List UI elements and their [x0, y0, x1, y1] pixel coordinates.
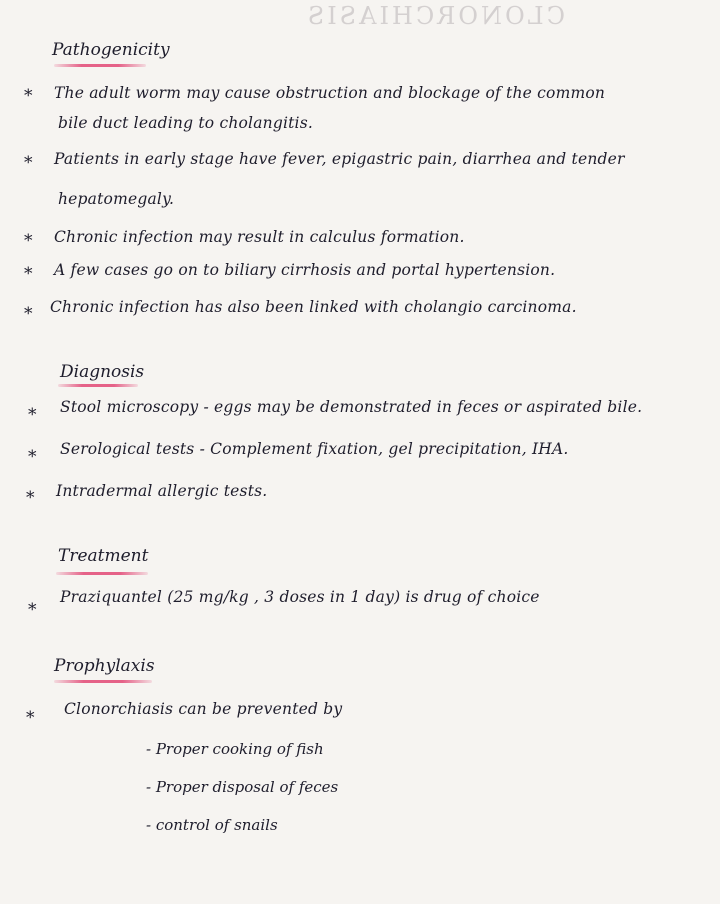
- bullet-star-icon: *: [24, 304, 33, 324]
- heading-underline: [54, 64, 146, 67]
- bullet-star-icon: *: [28, 447, 37, 467]
- bullet-star-icon: *: [24, 264, 33, 284]
- prophylaxis-intro: Clonorchiasis can be prevented by: [64, 700, 343, 718]
- page-header-bleed-through: CLONORCHIASIS: [304, 2, 565, 30]
- prophylaxis-item-3: - control of snails: [146, 816, 278, 834]
- heading-prophylaxis: Prophylaxis: [54, 656, 155, 676]
- prophylaxis-item-2: - Proper disposal of feces: [146, 778, 339, 796]
- heading-underline: [54, 680, 152, 683]
- bullet-star-icon: *: [28, 600, 37, 620]
- pathogenicity-point-1-line-1: The adult worm may cause obstruction and blockage of the common: [54, 84, 606, 102]
- bullet-star-icon: *: [24, 153, 33, 173]
- pathogenicity-point-2-line-2: hepatomegaly.: [58, 190, 175, 208]
- treatment-point-1: Praziquantel (25 mg/kg , 3 doses in 1 day) is drug of choice: [60, 588, 540, 606]
- diagnosis-point-3: Intradermal allergic tests.: [56, 482, 268, 500]
- bullet-star-icon: *: [28, 405, 37, 425]
- pathogenicity-point-1-line-2: bile duct leading to cholangitis.: [58, 114, 313, 132]
- heading-underline: [56, 572, 148, 575]
- bullet-star-icon: *: [24, 231, 33, 251]
- pathogenicity-point-5: Chronic infection has also been linked with cholangio carcinoma.: [50, 298, 577, 316]
- pathogenicity-point-4: A few cases go on to biliary cirrhosis and portal hypertension.: [54, 261, 556, 279]
- prophylaxis-item-1: - Proper cooking of fish: [146, 740, 324, 758]
- heading-diagnosis: Diagnosis: [60, 362, 145, 382]
- bullet-star-icon: *: [26, 488, 35, 508]
- pathogenicity-point-2-line-1: Patients in early stage have fever, epigastric pain, diarrhea and tender: [54, 150, 625, 168]
- bullet-star-icon: *: [26, 708, 35, 728]
- heading-underline: [58, 384, 138, 387]
- heading-pathogenicity: Pathogenicity: [52, 40, 170, 60]
- diagnosis-point-2: Serological tests - Complement fixation, gel precipitation, IHA.: [60, 440, 569, 458]
- diagnosis-point-1: Stool microscopy - eggs may be demonstrated in feces or aspirated bile.: [60, 398, 643, 416]
- bullet-star-icon: *: [24, 86, 33, 106]
- pathogenicity-point-3: Chronic infection may result in calculus formation.: [54, 228, 465, 246]
- heading-treatment: Treatment: [58, 546, 149, 566]
